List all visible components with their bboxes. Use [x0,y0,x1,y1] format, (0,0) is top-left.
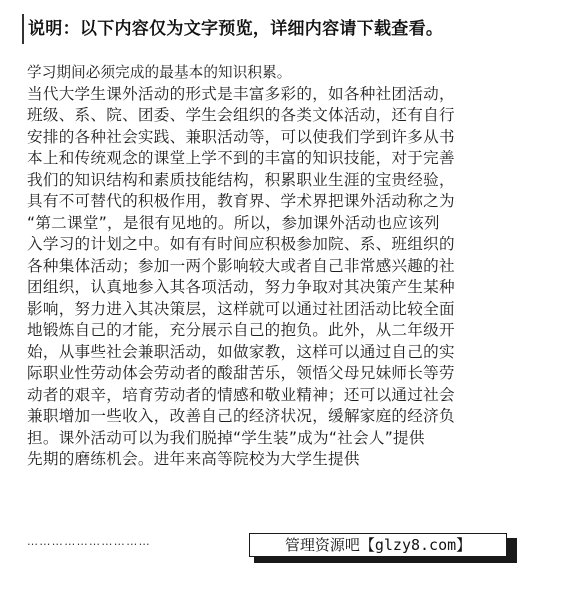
body-line: 动者的艰辛，培育劳动者的情感和敬业精神；还可以通过社会 [27,385,455,404]
body-line: 始，从事些社会兼职活动，如做家教，这样可以通过自己的实 [27,342,455,361]
body-line: “第二课堂”，是很有见地的。所以，参加课外活动也应该列 [27,213,440,232]
body-line: 各种集体活动；参加一两个影响较大或者自己非常感兴趣的社 [27,256,455,275]
preview-notice: 说明：以下内容仅为文字预览，详细内容请下载查看。 [22,14,562,44]
body-line: 本上和传统观念的课堂上学不到的丰富的知识技能，对于完善 [27,149,455,167]
site-link-label[interactable]: 管理资源吧【glzy8.com】 [249,533,507,557]
body-line: 班级、系、院、团委、学生会组织的各类文体活动，还有自行 [27,106,455,124]
body-line: 入学习的计划之中。如有有时间应积极参加院、系、班组织的 [27,235,455,253]
body-line: 担。课外活动可以为我们脱掉“学生装”成为“社会人”提供 [27,428,425,447]
body-line: 际职业性劳动体会劳动者的酸甜苦乐，领悟父母兄妹师长等劳 [27,364,455,382]
document-body [27,62,547,471]
body-line: 学习期间必须完成的最基本的知识积累。 [27,64,292,81]
continuation-ellipsis: ………………………… [27,535,151,548]
body-line: 当代大学生课外活动的形式是丰富多彩的，如各种社团活动， [27,84,455,103]
body-line: 安排的各种社会实践、兼职活动等，可以使我们学到许多从书 [27,127,455,146]
body-line: 具有不可替代的积极作用，教育界、学术界把课外活动称之为 [27,192,455,210]
body-line: 先期的磨练机会。进年来高等院校为大学生提供 [27,450,360,468]
body-line: 影响，努力进入其决策层，这样就可以通过社团活动比较全面 [27,299,455,318]
body-line: 地锻炼自己的才能，充分展示自己的抱负。此外，从二年级开 [27,321,455,339]
body-line: 我们的知识结构和素质技能结构，积累职业生涯的宝贵经验， [27,170,455,189]
site-link-button[interactable] [249,533,517,563]
body-line: 兼职增加一些收入，改善自己的经济状况，缓解家庭的经济负 [27,407,455,425]
body-line: 团组织，认真地参入其各项活动，努力争取对其决策产生某种 [27,278,455,296]
